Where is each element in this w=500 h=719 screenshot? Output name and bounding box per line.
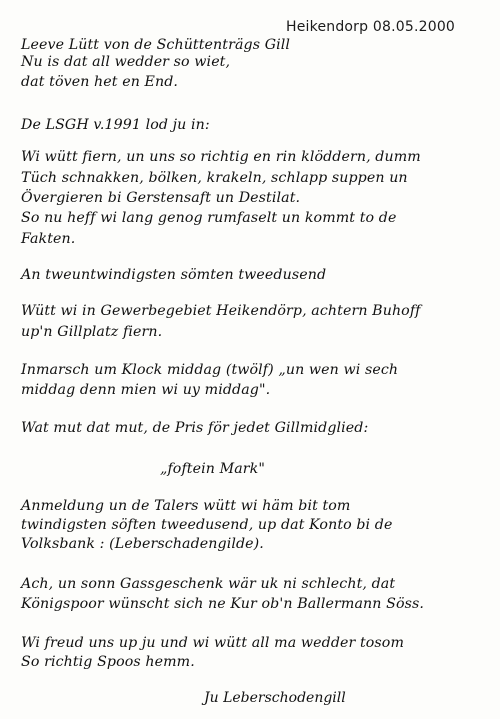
letter-line-11: Wütt wi in Gewerbegebiet Heikendörp, achtern Buhoff <box>21 303 421 319</box>
letter-line-16: „foftein Mark" <box>160 461 265 477</box>
letter-line-9: Fakten. <box>21 231 76 247</box>
letter-line-6: Tüch schnakken, bölken, krakeln, schlapp suppen un <box>21 170 408 186</box>
letter-line-20: Ach, un sonn Gassgeschenk wär uk ni schlecht, dat <box>21 576 396 592</box>
letter-line-3: dat töven het en End. <box>21 74 179 90</box>
letter-line-21: Königspoor wünscht sich ne Kur ob'n Ballermann Söss. <box>21 596 424 612</box>
letter-line-1: Leeve Lütt von de Schüttenträgs Gill <box>21 37 291 53</box>
letter-line-2: Nu is dat all wedder so wiet, <box>21 54 231 70</box>
letter-line-5: Wi wütt fiern, un uns so richtig en rin klöddern, dumm <box>21 149 421 165</box>
letter-line-17: Anmeldung un de Talers wütt wi häm bit tom <box>21 498 351 514</box>
letter-line-7: Övergieren bi Gerstensaft un Destilat. <box>21 190 301 206</box>
letter-signature: Ju Leberschodengill <box>204 690 346 706</box>
letter-line-22: Wi freud uns up ju und wi wütt all ma wedder tosom <box>21 635 405 651</box>
letter-line-13: Inmarsch um Klock middag (twölf) „un wen wi sech <box>21 362 399 378</box>
letter-date: Heikendorp 08.05.2000 <box>286 19 456 35</box>
letter-line-15: Wat mut dat mut, de Pris för jedet Gillmidglied: <box>21 420 369 436</box>
letter-line-14: middag denn mien wi uy middag". <box>21 382 271 398</box>
letter-line-10: An tweuntwindigsten sömten tweedusend <box>21 267 327 283</box>
letter-line-18: twindigsten söften tweedusend, up dat Konto bi de <box>21 517 393 533</box>
letter-line-23: So richtig Spoos hemm. <box>21 654 195 670</box>
letter-line-12: up'n Gillplatz fiern. <box>21 324 163 340</box>
letter-line-4: De LSGH v.1991 lod ju in: <box>21 117 210 133</box>
letter-line-19: Volksbank : (Leberschadengilde). <box>21 536 264 552</box>
letter-line-8: So nu heff wi lang genog rumfaselt un kommt to de <box>21 210 397 226</box>
